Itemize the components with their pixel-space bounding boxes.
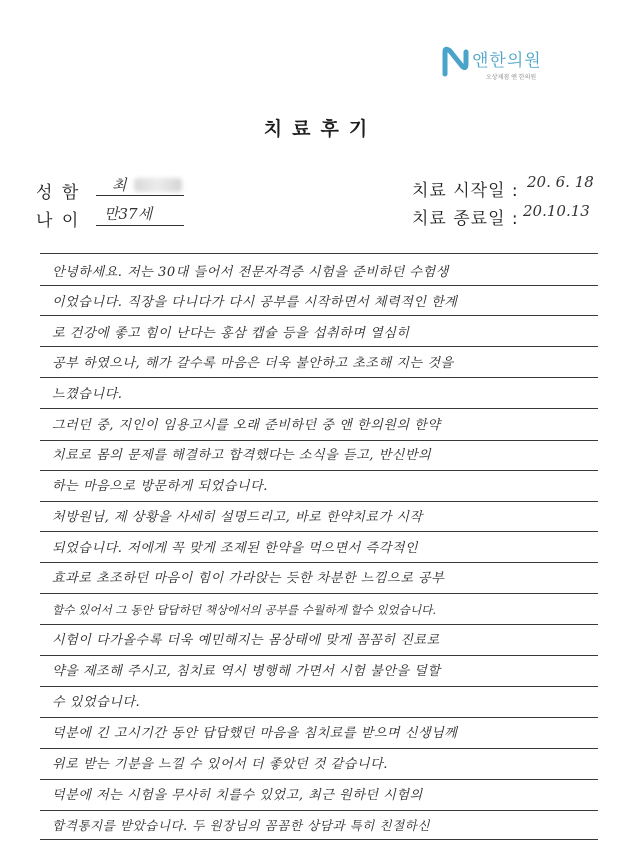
ruled-line [40,377,598,378]
ruled-line [40,748,598,749]
review-line: 시험이 다가올수록 더욱 예민해지는 몸상태에 맞게 꼼꼼히 진료로 [52,633,440,648]
start-date-label: 치료 시작일 : [412,181,519,201]
ruled-line [40,501,598,502]
review-line: 치료로 몸의 문제를 해결하고 합격했다는 소식을 듣고, 반신반의 [52,448,432,463]
ruled-line [40,285,598,286]
name-underline [96,195,184,196]
ruled-line [40,717,598,718]
ruled-line [40,624,598,625]
ruled-line [40,531,598,532]
ruled-line [40,408,598,409]
clinic-logo [440,44,610,88]
review-line: 합격통지를 받았습니다. 두 원장님의 꼼꼼한 상담과 특히 친절하신 [52,818,430,833]
clinic-name: 앤한의원 [472,51,542,71]
review-line: 공부 하였으나, 해가 갈수록 마음은 더욱 불안하고 초조해 지는 것을 [52,356,454,371]
review-line: 효과로 초조하던 마음이 힘이 가라앉는 듯한 차분한 느낌으로 공부 [52,571,445,586]
clinic-tagline: 오상제점 앤 한의원 [486,74,537,81]
age-label: 나 이 [36,211,81,231]
age-underline [96,225,184,226]
ruled-line [40,346,598,347]
start-date-value: 20. 6. 18 [527,173,594,191]
end-date-value: 20.10.13 [523,202,590,220]
ruled-line [40,440,598,441]
ruled-line [40,779,598,780]
review-line: 그러던 중, 지인이 임용고시를 오래 준비하던 중 앤 한의원의 한약 [52,418,441,433]
ruled-line [40,470,598,471]
review-line: 되었습니다. 저에게 꼭 맞게 조제된 한약을 먹으면서 즉각적인 [52,541,419,556]
ruled-line [40,686,598,687]
ruled-line [40,655,598,656]
name-label: 성 함 [36,183,81,203]
review-line: 처방원님, 제 상황을 사세히 설명드리고, 바로 한약치료가 시작 [52,510,423,525]
review-line: 덕분에 긴 고시기간 동안 답답했던 마음을 침치료를 받으며 신생님께 [52,726,458,741]
review-line: 수 있었습니다. [52,695,141,710]
clinic-logo-mark-icon [440,44,470,82]
ruled-line [40,593,598,594]
review-line: 안녕하세요. 저는 30대 들어서 전문자격증 시험을 준비하던 수험생 [52,265,449,280]
review-line: 덕분에 저는 시험을 무사히 치를수 있었고, 최근 원하던 시험의 [52,788,423,803]
review-line: 하는 마음으로 방문하게 되었습니다. [52,479,268,494]
end-date-label: 치료 종료일 : [412,209,519,229]
ruled-line [40,562,598,563]
ruled-line [40,253,598,254]
age-value: 만37세 [104,205,153,223]
review-line: 위로 받는 기분을 느낄 수 있어서 더 좋았던 것 같습니다. [52,757,388,772]
review-line: 느꼈습니다. [52,387,123,402]
document-title: 치료후기 [263,118,378,140]
review-line: 할수 있어서 그 동안 답답하던 책상에서의 공부를 수월하게 할수 있었습니다. [52,603,437,617]
review-line: 이었습니다. 직장을 다니다가 다시 공부를 시작하면서 체력적인 한계 [52,295,458,310]
review-line: 약을 제조해 주시고, 침치료 역시 병행해 가면서 시험 불안을 덜할 [52,664,441,679]
ruled-line [40,315,598,316]
redacted-name-mask [134,178,182,192]
review-line: 로 건강에 좋고 힘이 난다는 홍삼 캡슐 등을 섭취하며 열심히 [52,326,410,341]
ruled-line [40,810,598,811]
name-value: 최 [112,176,127,194]
